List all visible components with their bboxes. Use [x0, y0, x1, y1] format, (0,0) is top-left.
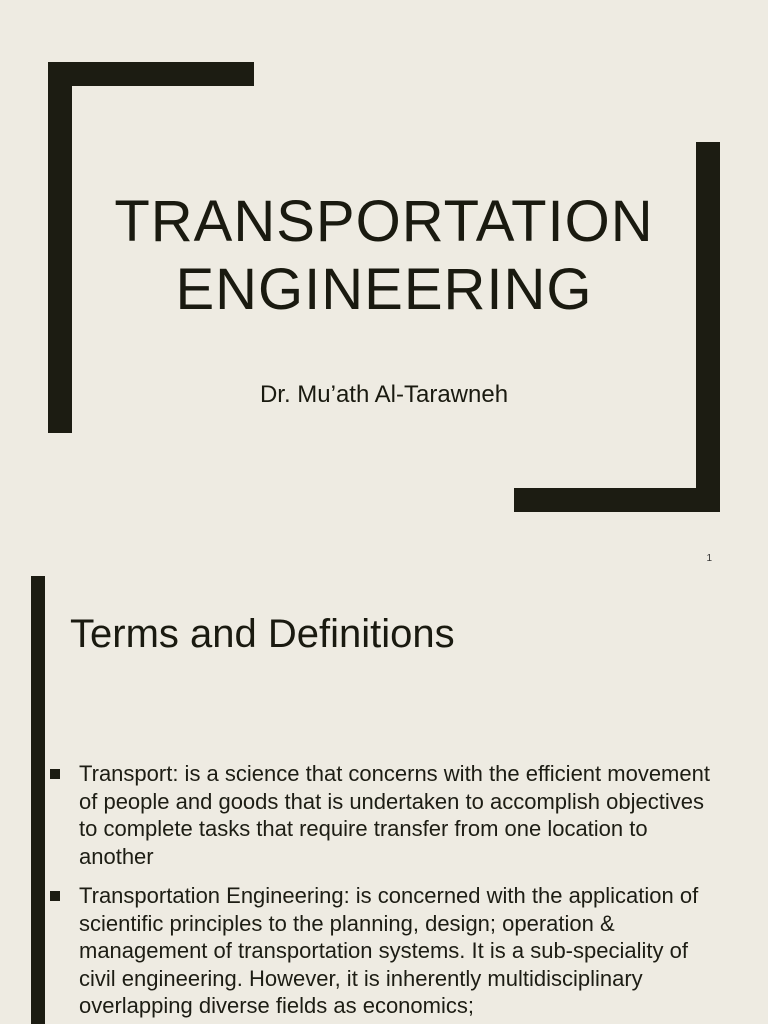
definitions-list: [48, 760, 728, 1024]
slide-title-line-2: ENGINEERING: [175, 257, 593, 322]
page-number: 1: [706, 553, 712, 564]
slide-title-line-1: TRANSPORTATION: [114, 189, 654, 254]
slide-title: [0, 188, 768, 324]
list-item: [48, 882, 728, 1020]
bullet-text: Transportation Engineering: is concerned with the application of scientific principles to the planning, design; operation & management of transportation systems. It is a sub-speciality of civil engineering. However, it is inherently multidisciplinary overlapping diverse fields as economics;: [79, 883, 699, 1018]
frame-top-left-horizontal-bar: [48, 62, 254, 86]
slide-left-accent-bar: [31, 576, 45, 1024]
definitions-slide: [0, 576, 768, 1024]
bullet-text: Transport: is a science that concerns with the efficient movement of people and goods that is undertaken to accomplish objectives to complete tasks that require transfer from one location to another: [79, 761, 710, 869]
square-bullet-icon: [50, 769, 60, 779]
slide-heading: Terms and Definitions: [70, 612, 455, 656]
frame-bottom-right-horizontal-bar: [514, 488, 720, 512]
list-item: [48, 760, 728, 870]
square-bullet-icon: [50, 891, 60, 901]
author-name: Dr. Mu’ath Al-Tarawneh: [259, 381, 509, 408]
